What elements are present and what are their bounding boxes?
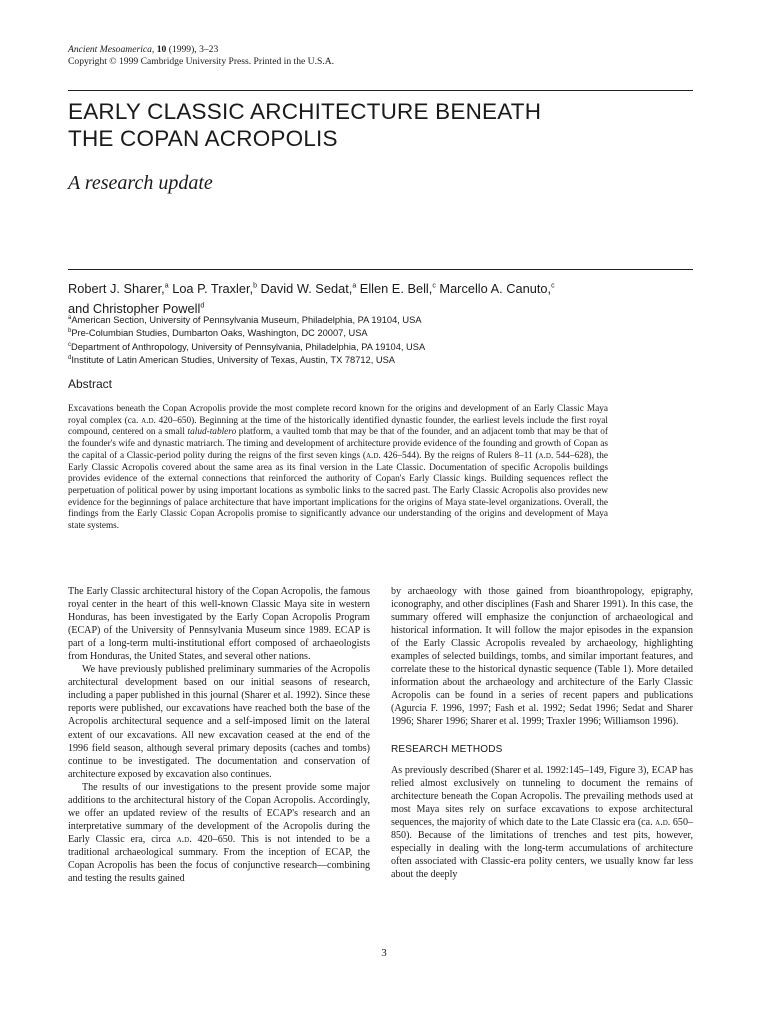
- affiliation: $^c$Department of Anthropology, University of Pennsylvania, Philadelphia, PA 19104, USA: [68, 341, 426, 352]
- author: and Christopher Powell$^d$: [68, 300, 205, 316]
- body-column-right: [391, 585, 693, 881]
- article-subtitle: A research update: [68, 172, 213, 194]
- page-number: 3: [381, 947, 387, 959]
- author: Ellen E. Bell,$^c$: [359, 281, 436, 297]
- title-line-1: EARLY CLASSIC ARCHITECTURE BENEATH: [68, 99, 542, 124]
- affiliation: $^d$Institute of Latin American Studies, University of Texas, Austin, TX 78712, USA: [68, 355, 396, 366]
- copyright-line: Copyright © 1999 Cambridge University Press. Printed in the U.S.A.: [68, 56, 335, 67]
- body-column-left: [68, 585, 370, 885]
- top-rule: [68, 90, 693, 91]
- abstract-heading: Abstract: [68, 377, 113, 391]
- article-title: [68, 98, 693, 152]
- author-rule: [68, 269, 693, 270]
- author-list: [68, 278, 693, 317]
- body-paragraph: The Early Classic architectural history of the Copan Acropolis, the famous royal center in the heart of this well-known Classic Maya site in western Honduras, has been investigated by the Early Copan Acropolis Program (ECAP) of the University of Pennsylvania Museum since 1989. ECAP is part of a long-term multi-institutional effort composed of archaeologists from Honduras, the United States, and several other nations.: [68, 586, 370, 663]
- body-paragraph: The results of our investigations to the present provide some major additions to the architectural history of the Copan Acropolis. Accordingly, we offer an updated review of the results of ECAP's research and an interpretative summary of the development of the Acropolis during the Early Classic era, circa a.d. 420–650. This is not intended to be a traditional archaeological summary. From the inception of ECAP, the Copan Acropolis has been the focus of conjunctive research—combining and testing the results gained: [68, 781, 371, 885]
- journal-issue-pages: (1999), 3–23: [166, 44, 219, 55]
- affiliation: $^a$American Section, University of Pennsylvania Museum, Philadelphia, PA 19104, USA: [68, 315, 422, 326]
- title-line-2: THE COPAN ACROPOLIS: [68, 126, 338, 151]
- author: Marcello A. Canuto,$^c$: [439, 281, 555, 297]
- section-heading: RESEARCH METHODS: [391, 743, 503, 755]
- body-paragraph: by archaeology with those gained from bioanthropology, epigraphy, iconography, and other disciplines (Fash and Sharer 1991). In this case, the summary offered will emphasize the conjunction of archaeological and historical information. It will follow the major episodes in the expansion of the Early Classic Acropolis revealed by archaeology, highlighting examples of selected buildings, tombs, and similar important features, and correlate these to the historical dynastic sequence (Table 1). More detailed information about the archaeology and architecture of the Early Classic Acropolis can be found in a series of recent papers and publications (Agurcia F. 1996, 1997; Fash et al. 1992; Sedat 1996; Sedat and Sharer 1996; Sharer 1996; Sharer et al. 1999; Traxler 1996; Williamson 1996).: [391, 586, 693, 728]
- abstract-text: Excavations beneath the Copan Acropolis provide the most complete record known for the origins and development of an Early Classic Maya royal complex (ca. a.d. 420–650). Beginning at the time of the historically identified dynastic founder, the earliest levels include the first royal compound, centered on a small talud-tablero platform, a vaulted tomb that may be that of the founder, and an adjacent tomb that may be that of the founder's wife and dynastic matriarch. The timing and development of architecture provide evidence of the founding and growth of Copan as the capital of a Classic-period polity during the reigns of the first seven kings (a.d. 426–544). By the reigns of Rulers 8–11 (a.d. 544–628), the Early Classic Acropolis covered about the same area as its final version in the Late Classic. Documentation of specific Acropolis buildings provides evidence of the external connections that reinforced the authority of Copan's Early Classic kings. Building sequences reflect the perpetuation of political power by using important locations as symbolic links to the sacred past. The Early Classic Acropolis also provides new evidence for the beginnings of palace architecture that have important implications for the origins of Maya state-level organizations. Overall, the findings from the Early Classic Copan Acropolis promise to significantly advance our understanding of the origins and development of Maya state systems.: [68, 404, 609, 532]
- journal-header: [68, 44, 698, 68]
- journal-volume: 10: [156, 44, 167, 55]
- journal-citation: Ancient Mesoamerica, 10 (1999), 3–23: [68, 44, 219, 55]
- affiliation: $^b$Pre-Columbian Studies, Dumbarton Oaks, Washington, DC 20007, USA: [68, 328, 368, 339]
- author: Robert J. Sharer,$^a$: [68, 281, 169, 297]
- body-paragraph: We have previously published preliminary summaries of the Acropolis architectural development based on our initial seasons of research, including a paper published in this journal (Sharer et al. 1992). Since these reports were published, our excavations have reached both the base of the Acropolis architectural sequence and a self-imposed limit on the lateral extent of our excavations. All new excavation ceased at the end of the 1996 field season, although several primary deposits (caches and tombs) continue to be investigated. The documentation and conservation of architecture exposed by excavation also continues.: [68, 664, 370, 780]
- affiliation-list: [68, 313, 693, 367]
- journal-name: Ancient Mesoamerica: [68, 44, 152, 55]
- body-paragraph: As previously described (Sharer et al. 1992:145–149, Figure 3), ECAP has relied almost exclusively on tunneling to document the remains of architecture beneath the Copan Acropolis. The prevailing methods used at most Maya sites rely on surface excavations to expose architectural sequences, the majority of which date to the Late Classic era (ca. a.d. 650–850). Because of the limitations of trenches and test pits, however, especially in dealing with the long-term accumulations of architecture often associated with Classic-era polity centers, we usually know far less about the deeply: [391, 764, 693, 880]
- author: David W. Sedat,$^a$: [260, 281, 357, 297]
- author: Loa P. Traxler,$^b$: [172, 281, 257, 297]
